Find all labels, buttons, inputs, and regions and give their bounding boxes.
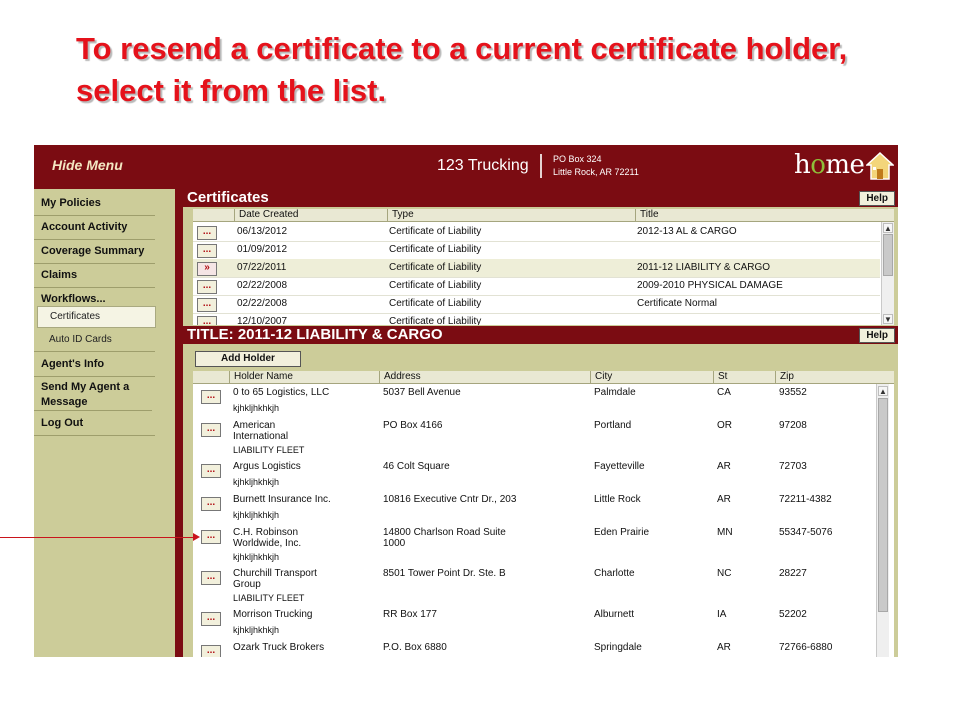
sidebar-item-coverage-summary[interactable] xyxy=(34,239,155,264)
holder-note: kjhkljhkhkjh xyxy=(233,510,280,520)
detail-header xyxy=(183,326,898,344)
scroll-down-icon[interactable]: ▼ xyxy=(884,315,892,324)
sidebar-item-label: Log Out xyxy=(41,417,84,429)
holder-city: Palmdale xyxy=(594,387,636,398)
holder-address xyxy=(383,609,437,620)
cert-type: Certificate of Liability xyxy=(389,226,482,237)
column-zip[interactable]: Zip xyxy=(775,371,875,383)
column-st[interactable]: St xyxy=(713,371,775,383)
holder-city: Springdale xyxy=(594,642,642,653)
holder-address-line2: 1000 xyxy=(383,538,406,549)
holder-address xyxy=(383,642,447,653)
sidebar-item-account-activity[interactable] xyxy=(34,215,155,240)
cert-title: 2011-12 LIABILITY & CARGO xyxy=(637,262,771,273)
sidebar-item-agents-info[interactable] xyxy=(34,351,155,377)
holder-name-line2: Group xyxy=(233,579,261,590)
holder-name-line1: Argus Logistics xyxy=(233,461,301,472)
holder-zip: 28227 xyxy=(779,568,807,579)
column-holder-name[interactable]: Holder Name xyxy=(229,371,379,383)
holder-address xyxy=(383,568,506,579)
app-window xyxy=(34,145,898,657)
cert-date: 12/10/2007 xyxy=(237,316,288,325)
cert-date: 06/13/2012 xyxy=(237,226,288,237)
holder-city: Fayetteville xyxy=(594,461,645,472)
certificates-title: Certificates xyxy=(187,189,269,206)
holder-row[interactable] xyxy=(193,641,874,657)
holder-state: OR xyxy=(717,420,732,431)
certificates-table-header xyxy=(193,209,894,222)
holder-city: Little Rock xyxy=(594,494,641,505)
holder-state: CA xyxy=(717,387,731,398)
holder-address xyxy=(383,461,450,472)
holder-address xyxy=(383,494,516,505)
sidebar-item-log-out[interactable] xyxy=(34,411,155,436)
holder-select-button[interactable]: ... xyxy=(201,390,221,404)
holder-note: LIABILITY FLEET xyxy=(233,445,305,455)
sidebar-item-claims[interactable] xyxy=(34,263,155,288)
holder-name xyxy=(233,642,324,653)
holder-row[interactable] xyxy=(193,493,874,526)
holder-row[interactable] xyxy=(193,608,874,641)
logo-h: h xyxy=(794,150,811,180)
hide-menu-link[interactable]: Hide Menu xyxy=(52,157,123,173)
holder-row[interactable] xyxy=(193,386,874,419)
home-logo[interactable] xyxy=(794,150,864,180)
holder-note: kjhkljhkhkjh xyxy=(233,403,280,413)
holder-name-line2: Worldwide, Inc. xyxy=(233,538,302,549)
holder-name xyxy=(233,609,312,620)
holder-name xyxy=(233,420,288,442)
address-line-2: Little Rock, AR 72211 xyxy=(553,167,639,177)
holder-name-line1: American xyxy=(233,420,276,431)
holder-name xyxy=(233,568,317,590)
holder-name-line1: 0 to 65 Logistics, LLC xyxy=(233,387,330,398)
holder-zip: 55347-5076 xyxy=(779,527,833,538)
sidebar-item-label: Account Activity xyxy=(41,221,128,233)
address-line-1: PO Box 324 xyxy=(553,154,602,164)
sidebar-subitem-certificates[interactable] xyxy=(37,306,156,328)
holder-note: kjhkljhkhkjh xyxy=(233,625,280,635)
holder-address-line1: P.O. Box 6880 xyxy=(383,642,447,653)
holders-table-header xyxy=(193,371,894,384)
holder-name-line1: C.H. Robinson xyxy=(233,527,299,538)
table-row-selected[interactable] xyxy=(193,259,880,278)
holder-city: Portland xyxy=(594,420,632,431)
sidebar-subitem-auto-id-cards[interactable] xyxy=(37,330,154,350)
certificates-help-button[interactable]: Help xyxy=(859,191,895,206)
sidebar-item-my-policies[interactable] xyxy=(34,191,155,216)
sidebar-item-label: Auto ID Cards xyxy=(49,334,112,345)
holder-row[interactable] xyxy=(193,526,874,567)
house-icon[interactable] xyxy=(866,151,894,181)
holder-name xyxy=(233,494,331,505)
table-row[interactable] xyxy=(193,313,880,325)
holder-select-button[interactable]: ... xyxy=(201,645,221,657)
instruction-caption: To resend a certificate to a current certificate holder, select it from the list. xyxy=(76,31,848,108)
cert-type: Certificate of Liability xyxy=(389,280,482,291)
certificate-select-button[interactable]: ... xyxy=(197,226,217,240)
holder-zip: 72703 xyxy=(779,461,807,472)
holder-zip: 97208 xyxy=(779,420,807,431)
holder-address-line1: 10816 Executive Cntr Dr., 203 xyxy=(383,494,517,505)
holder-state: NC xyxy=(717,568,732,579)
company-address xyxy=(553,153,639,179)
holder-city: Charlotte xyxy=(594,568,635,579)
holder-name-line1: Burnett Insurance Inc. xyxy=(233,494,331,505)
sidebar-item-label: Certificates xyxy=(50,311,101,322)
cert-date: 02/22/2008 xyxy=(237,298,288,309)
certificate-select-button[interactable]: ... xyxy=(197,244,217,258)
certificate-select-button[interactable]: ... xyxy=(197,298,217,312)
column-type[interactable]: Type xyxy=(387,209,635,221)
cert-type: Certificate of Liability xyxy=(389,298,482,309)
detail-help-button[interactable]: Help xyxy=(859,328,895,343)
holder-state: IA xyxy=(717,609,727,620)
holder-row[interactable] xyxy=(193,567,874,608)
holder-address xyxy=(383,387,461,398)
holder-note: kjhkljhkhkjh xyxy=(233,477,280,487)
certificates-table xyxy=(193,209,894,325)
holder-address-line1: 14800 Charlson Road Suite xyxy=(383,527,506,538)
holder-address xyxy=(383,420,442,431)
cert-type: Certificate of Liability xyxy=(389,262,482,273)
cert-type: Certificate of Liability xyxy=(389,316,482,325)
sidebar xyxy=(34,189,176,657)
holder-address-line1: RR Box 177 xyxy=(383,609,437,620)
scroll-up-icon[interactable]: ▲ xyxy=(884,224,892,233)
holder-row[interactable] xyxy=(193,419,874,460)
holder-select-button[interactable]: ... xyxy=(201,571,221,585)
selected-arrow-icon[interactable]: » xyxy=(197,262,217,276)
holder-state: AR xyxy=(717,461,731,472)
holder-state: AR xyxy=(717,494,731,505)
cert-title: 2009-2010 PHYSICAL DAMAGE xyxy=(637,280,783,291)
cert-type: Certificate of Liability xyxy=(389,244,482,255)
company-name: 123 Trucking xyxy=(437,157,529,174)
holder-city: Eden Prairie xyxy=(594,527,650,538)
holder-select-button[interactable]: ... xyxy=(201,423,221,437)
holder-note: LIABILITY FLEET xyxy=(233,593,305,603)
cert-date: 01/09/2012 xyxy=(237,244,288,255)
scroll-up-icon[interactable]: ▲ xyxy=(879,387,887,396)
column-city[interactable]: City xyxy=(590,371,713,383)
certificates-header xyxy=(183,189,898,207)
holder-name xyxy=(233,461,301,472)
holder-state: MN xyxy=(717,527,733,538)
holder-name xyxy=(233,527,301,549)
holder-address-line1: 5037 Bell Avenue xyxy=(383,387,461,398)
cert-date: 02/22/2008 xyxy=(237,280,288,291)
table-row[interactable] xyxy=(193,277,880,296)
column-title[interactable]: Title xyxy=(635,209,881,221)
sidebar-item-label: Claims xyxy=(41,269,78,281)
table-row[interactable] xyxy=(193,241,880,260)
top-bar xyxy=(34,145,898,189)
sidebar-item-label: My Policies xyxy=(41,197,101,209)
table-row[interactable] xyxy=(193,223,880,242)
holder-address-line1: PO Box 4166 xyxy=(383,420,443,431)
holders-table xyxy=(193,371,894,657)
holder-note: kjhkljhkhkjh xyxy=(233,552,280,562)
holders-scrollbar[interactable] xyxy=(876,384,889,657)
sidebar-item-label: Workflows... xyxy=(41,293,106,305)
holder-name xyxy=(233,387,329,398)
holder-row[interactable] xyxy=(193,460,874,493)
logo-me: me xyxy=(825,150,865,180)
cert-title: 2012-13 AL & CARGO xyxy=(637,226,737,237)
detail-title: TITLE: 2011-12 LIABILITY & CARGO xyxy=(187,326,443,343)
holder-address xyxy=(383,527,506,549)
sidebar-item-label: Send My Agent a Message xyxy=(41,381,130,408)
holder-city: Alburnett xyxy=(594,609,635,620)
certificate-select-button[interactable]: ... xyxy=(197,316,217,325)
header-divider xyxy=(540,154,542,178)
holder-name-line2: International xyxy=(233,431,289,442)
holder-zip: 72211-4382 xyxy=(779,494,832,505)
holder-name-line1: Morrison Trucking xyxy=(233,609,313,620)
column-address[interactable]: Address xyxy=(379,371,590,383)
holder-state: AR xyxy=(717,642,731,653)
sidebar-item-label: Agent's Info xyxy=(41,358,105,370)
sidebar-border xyxy=(175,189,183,657)
sidebar-item-label: Coverage Summary xyxy=(41,245,145,257)
holder-zip: 52202 xyxy=(779,609,807,620)
sidebar-item-send-agent-message[interactable] xyxy=(34,376,152,411)
cert-title: Certificate Normal xyxy=(637,298,718,309)
holder-select-button[interactable]: ... xyxy=(201,497,221,511)
scroll-thumb[interactable] xyxy=(883,234,893,276)
certificate-select-button[interactable]: ... xyxy=(197,280,217,294)
table-row[interactable] xyxy=(193,295,880,314)
holder-zip: 93552 xyxy=(779,387,807,398)
cert-date: 07/22/2011 xyxy=(237,262,287,273)
holder-zip: 72766-6880 xyxy=(779,642,833,653)
holder-select-button[interactable]: ... xyxy=(201,612,221,626)
logo-o: o xyxy=(810,150,826,180)
column-date-created[interactable]: Date Created xyxy=(234,209,387,221)
pointer-arrow-icon xyxy=(193,533,200,541)
holder-name-line1: Churchill Transport xyxy=(233,568,317,579)
add-holder-button[interactable]: Add Holder xyxy=(195,351,301,367)
holder-select-button[interactable]: ... xyxy=(201,464,221,478)
scroll-thumb[interactable] xyxy=(878,398,888,612)
holder-address-line1: 8501 Tower Point Dr. Ste. B xyxy=(383,568,506,579)
pointer-arrow-line xyxy=(0,537,198,538)
holder-select-button[interactable]: ... xyxy=(201,530,221,544)
main-panel xyxy=(183,189,898,657)
holder-name-line1: Ozark Truck Brokers xyxy=(233,642,325,653)
holder-address-line1: 46 Colt Square xyxy=(383,461,450,472)
certificates-scrollbar[interactable] xyxy=(881,222,894,325)
